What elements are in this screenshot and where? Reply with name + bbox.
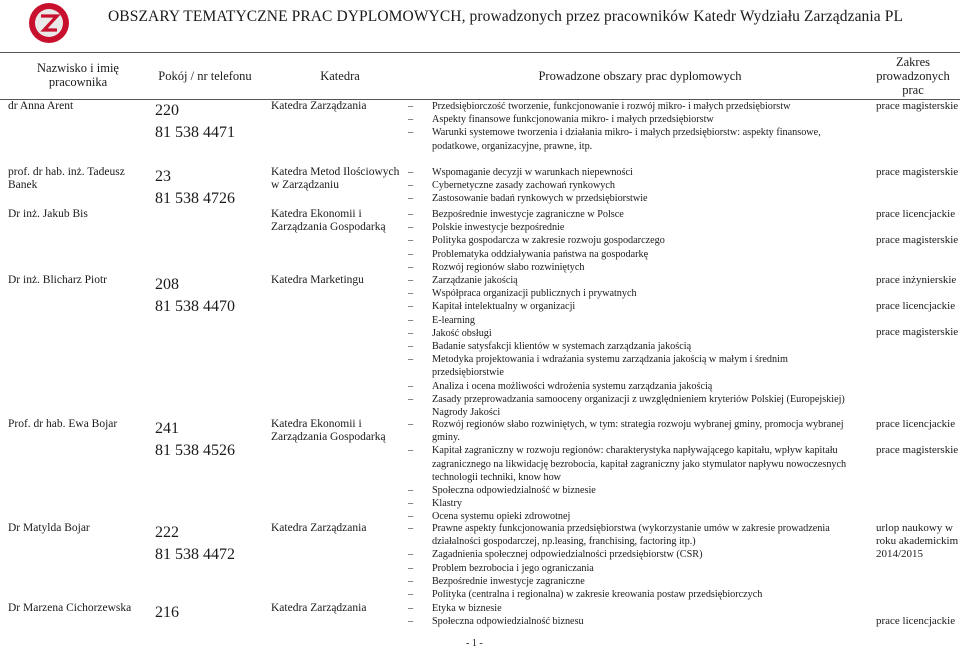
thesis-type: prace magisterskie [876, 234, 959, 247]
list-item: – Współpraca organizacji publicznych i prywatnych [400, 287, 860, 300]
table-header [0, 52, 960, 100]
topics-list [400, 166, 860, 206]
list-item: – E-learning [400, 314, 860, 327]
list-item: – Polityka (centralna i regionalna) w zakresie kreowania postaw przedsiębiorczych [400, 588, 860, 601]
list-item: – Zagadnienia społecznej odpowiedzialności przedsiębiorstw (CSR) [400, 548, 860, 561]
employee-name: prof. dr hab. inż. Tadeusz Banek [8, 166, 125, 192]
list-item: – Aspekty finansowe funkcjonowania mikro- i małych przedsiębiorstw [400, 113, 860, 126]
list-item: – Warunki systemowe tworzenia i działania mikro- i małych przedsiębiorstw: aspekty finansowe, podatkowe, organizacyjne, prawne, itp. [400, 126, 860, 152]
department: Katedra Zarządzania [271, 522, 367, 534]
thesis-types [876, 418, 960, 470]
phone-number: 81 538 4526 [155, 442, 235, 459]
list-item: – Zarządzanie jakością [400, 274, 860, 287]
thesis-types [876, 615, 960, 641]
room-phone [155, 418, 255, 462]
header-type: Zakres prowadzonych prac [876, 55, 950, 97]
list-item: – Metodyka projektowania i wdrażania systemu zarządzania jakością w małym i średnim przedsiębiorstwie [400, 353, 860, 379]
room-number: 216 [155, 604, 179, 621]
thesis-type: prace magisterskie [876, 444, 959, 457]
list-item: – Społeczna odpowiedzialność w biznesie [400, 484, 860, 497]
list-item: – Problem bezrobocia i jego ograniczania [400, 562, 860, 575]
room-phone [155, 166, 255, 210]
thesis-type: urlop naukowy w roku akademickim 2014/2015 [876, 522, 959, 561]
thesis-types [876, 522, 960, 575]
employee-name: Dr Matylda Bojar [8, 522, 90, 534]
list-item: – Bezpośrednie inwestycje zagraniczne [400, 575, 860, 588]
department: Katedra Ekonomii i Zarządzania Gospodarką [271, 208, 386, 234]
list-item: – Kapitał intelektualny w organizacji [400, 300, 860, 313]
thesis-type: prace inżynierskie [876, 274, 957, 286]
topics-list [400, 274, 860, 419]
thesis-type: prace licencjackie [876, 615, 956, 627]
list-item: – Klastry [400, 497, 860, 510]
list-item: – Etyka w biznesie [400, 602, 860, 615]
thesis-type: prace magisterskie [876, 326, 959, 339]
room-phone [155, 100, 255, 144]
phone-number: 81 538 4726 [155, 190, 235, 207]
list-item: – Zasady przeprowadzania samooceny organizacji z uwzględnieniem kryteriów Polskiej (Europejskiej) Nagrody Jakości [400, 393, 860, 419]
list-item: – Bezpośrednie inwestycje zagraniczne w Polsce [400, 208, 860, 221]
department: Katedra Metod Ilościowych w Zarządzaniu [271, 166, 400, 192]
list-item: – Ocena systemu opieki zdrowotnej [400, 510, 860, 523]
list-item: – Polityka gospodarcza w zakresie rozwoju gospodarczego [400, 234, 860, 247]
employee-name: Dr inż. Blicharz Piotr [8, 274, 108, 286]
thesis-type: prace magisterskie [876, 166, 959, 178]
thesis-types [876, 274, 960, 353]
phone-number: 81 538 4472 [155, 546, 235, 563]
thesis-type: prace magisterskie [876, 100, 959, 112]
list-item: – Społeczna odpowiedzialność biznesu [400, 615, 860, 628]
list-item: – Przedsiębiorczość tworzenie, funkcjonowanie i rozwój mikro- i małych przedsiębiorstw [400, 100, 860, 113]
room-phone [155, 274, 255, 318]
thesis-types [876, 166, 960, 192]
university-logo-icon [28, 2, 70, 44]
room-number: 241 [155, 420, 179, 437]
list-item: – Jakość obsługi [400, 327, 860, 340]
thesis-type: prace licencjackie [876, 300, 956, 313]
list-item: – Rozwój regionów słabo rozwiniętych [400, 261, 860, 274]
list-item: – Prawne aspekty funkcjonowania przedsiębiorstwa (wykorzystanie umów w zakresie prowadzenia działalności gospodarczej, np.leasing, franchising, factoring itp.) [400, 522, 860, 548]
room-number: 23 [155, 168, 171, 185]
department: Katedra Ekonomii i Zarządzania Gospodarką [271, 418, 386, 444]
department: Katedra Marketingu [271, 274, 364, 286]
thesis-type: prace licencjackie [876, 418, 956, 430]
employee-name: Prof. dr hab. Ewa Bojar [8, 418, 118, 430]
header-dept: Katedra [320, 69, 360, 83]
page-title: OBSZARY TEMATYCZNE PRAC DYPLOMOWYCH, prowadzonych przez pracowników Katedr Wydziału Zarządzania PL [108, 8, 904, 25]
employee-name: Dr inż. Jakub Bis [8, 208, 88, 220]
list-item: – Rozwój regionów słabo rozwiniętych, w tym: strategia rozwoju wybranej gminy, promocja wybranej gminy. [400, 418, 860, 444]
list-item: – Polskie inwestycje bezpośrednie [400, 221, 860, 234]
topics-list [400, 418, 860, 524]
thesis-type: prace licencjackie [876, 208, 956, 220]
page-number: - 1 - [466, 638, 483, 649]
list-item: – Zastosowanie badań rynkowych w przedsiębiorstwie [400, 192, 860, 205]
department: Katedra Zarządzania [271, 602, 367, 614]
room-phone [155, 522, 255, 566]
room-phone [155, 602, 255, 624]
list-item: – Badanie satysfakcji klientów w systemach zarządzania jakością [400, 340, 860, 353]
employee-name: Dr Marzena Cichorzewska [8, 602, 132, 614]
room-number: 222 [155, 524, 179, 541]
list-item: – Kapitał zagraniczny w rozwoju regionów: charakterystyka napływającego kapitału, wpływ kapitału zagranicznego na likwidację bezrobocia, kapitał zagraniczny jako stymulator napływu nowoczesnych technologii techniki, know how [400, 444, 860, 484]
topics-list [400, 602, 860, 628]
employee-name: dr Anna Arent [8, 100, 74, 112]
topics-list [400, 522, 860, 601]
topics-list [400, 208, 860, 274]
header-name: Nazwisko i imię pracownika [37, 61, 119, 89]
phone-number: 81 538 4471 [155, 124, 235, 141]
room-number: 220 [155, 102, 179, 119]
topics-list [400, 100, 860, 153]
header-room: Pokój / nr telefonu [158, 69, 252, 83]
department: Katedra Zarządzania [271, 100, 367, 112]
phone-number: 81 538 4470 [155, 298, 235, 315]
thesis-types [876, 208, 960, 260]
list-item: – Problematyka oddziaływania państwa na gospodarkę [400, 248, 860, 261]
list-item: – Analiza i ocena możliwości wdrożenia systemu zarządzania jakością [400, 380, 860, 393]
room-number: 208 [155, 276, 179, 293]
thesis-types [876, 100, 960, 126]
header-topics: Prowadzone obszary prac dyplomowych [538, 69, 742, 83]
list-item: – Wspomaganie decyzji w warunkach niepewności [400, 166, 860, 179]
list-item: – Cybernetyczne zasady zachowań rynkowych [400, 179, 860, 192]
